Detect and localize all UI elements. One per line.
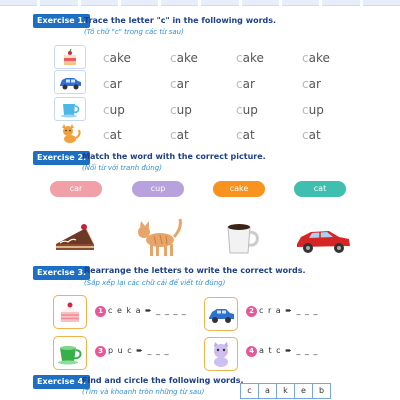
top-decorative-bar [0, 0, 400, 6]
exercise-3-label: Exercise 3. [33, 266, 90, 280]
word-remainder: at [242, 128, 255, 142]
trace-word[interactable] [302, 103, 324, 117]
word-remainder: at [176, 128, 189, 142]
word-remainder: ake [109, 51, 131, 65]
scramble-cat-icon [204, 337, 238, 371]
scrambled-word-1: c e k a ➨ _ _ _ _ [108, 306, 187, 315]
word-cake[interactable]: cake [213, 181, 265, 197]
trace-word[interactable] [302, 51, 330, 65]
grid-cell[interactable]: k [276, 383, 295, 399]
trace-word[interactable] [170, 51, 198, 65]
cat-picture[interactable] [130, 214, 186, 264]
trace-letter: c [103, 51, 110, 65]
scrambled-word-2: c r a ➨ _ _ _ [259, 306, 319, 315]
exercise-2-subtitle: (Nối từ với tranh đúng) [82, 164, 162, 172]
scramble-cup-icon [53, 336, 87, 370]
trace-word[interactable] [302, 77, 321, 91]
trace-letter: c [236, 103, 243, 117]
trace-word[interactable] [236, 51, 264, 65]
exercise-1-subtitle: (Tô chữ "c" trong các từ sau) [84, 28, 184, 36]
grid-cell[interactable]: b [312, 383, 331, 399]
cup-picture[interactable] [220, 219, 264, 263]
trace-letter: c [236, 77, 243, 91]
exercise-1-title: Trace the letter "c" in the following words. [84, 16, 277, 25]
word-remainder: up [176, 103, 192, 117]
number-badge-3: 3 [95, 346, 106, 357]
word-remainder: ake [308, 51, 330, 65]
trace-letter: c [302, 51, 309, 65]
exercise-3-title: Rearrange the letters to write the correct words. [84, 266, 306, 275]
word-remainder: ar [176, 77, 189, 91]
trace-letter: c [236, 51, 243, 65]
exercise-4-title: Find and circle the following words. [82, 376, 244, 385]
number-badge-2: 2 [246, 306, 257, 317]
cake-picture[interactable] [50, 214, 100, 262]
trace-word[interactable] [103, 51, 131, 65]
number-badge-4: 4 [246, 346, 257, 357]
scrambled-word-3: p u c ➨ _ _ _ [108, 346, 170, 355]
word-remainder: at [308, 128, 321, 142]
trace-letter: c [302, 103, 309, 117]
trace-word[interactable] [302, 128, 321, 142]
trace-word[interactable] [236, 77, 255, 91]
word-remainder: up [109, 103, 125, 117]
trace-letter: c [103, 103, 110, 117]
trace-word[interactable] [103, 103, 125, 117]
trace-letter: c [302, 128, 309, 142]
word-remainder: ar [242, 77, 255, 91]
word-car[interactable]: car [50, 181, 102, 197]
car-picture[interactable] [293, 220, 353, 262]
word-cup[interactable]: cup [132, 181, 184, 197]
trace-word[interactable] [236, 103, 258, 117]
word-remainder: ar [109, 77, 122, 91]
trace-word[interactable] [170, 77, 189, 91]
trace-letter: c [236, 128, 243, 142]
scrambled-word-4: a t c ➨ _ _ _ [259, 346, 319, 355]
scramble-cake-icon [53, 295, 87, 329]
grid-cell[interactable]: a [258, 383, 277, 399]
exercise-4-label: Exercise 4. [33, 375, 90, 389]
trace-word[interactable] [170, 128, 189, 142]
word-remainder: up [242, 103, 258, 117]
word-remainder: at [109, 128, 122, 142]
word-search-grid [241, 383, 331, 399]
cake-icon [54, 45, 86, 69]
word-remainder: up [308, 103, 324, 117]
trace-letter: c [170, 128, 177, 142]
trace-word[interactable] [103, 128, 122, 142]
exercise-4-subtitle: (Tìm và khoanh tròn những từ sau) [82, 388, 205, 396]
cup-icon [54, 97, 86, 121]
grid-cell[interactable]: e [294, 383, 313, 399]
number-badge-1: 1 [95, 306, 106, 317]
exercise-1-label: Exercise 1. [33, 14, 90, 28]
trace-word[interactable] [236, 128, 255, 142]
trace-letter: c [302, 77, 309, 91]
grid-cell[interactable]: c [240, 383, 259, 399]
scramble-car-icon [204, 297, 238, 331]
exercise-2-title: Match the word with the correct picture. [82, 152, 266, 161]
word-remainder: ake [242, 51, 264, 65]
trace-letter: c [170, 103, 177, 117]
trace-letter: c [170, 77, 177, 91]
exercise-2-label: Exercise 2. [33, 151, 90, 165]
trace-letter: c [103, 128, 110, 142]
word-cat[interactable]: cat [294, 181, 346, 197]
word-remainder: ake [176, 51, 198, 65]
cat-icon [54, 123, 84, 145]
trace-word[interactable] [103, 77, 122, 91]
trace-letter: c [103, 77, 110, 91]
car-icon [54, 70, 86, 94]
exercise-3-subtitle: (Sắp xếp lại các chữ cái để viết từ đúng) [84, 279, 226, 287]
word-remainder: ar [308, 77, 321, 91]
trace-letter: c [170, 51, 177, 65]
trace-word[interactable] [170, 103, 192, 117]
